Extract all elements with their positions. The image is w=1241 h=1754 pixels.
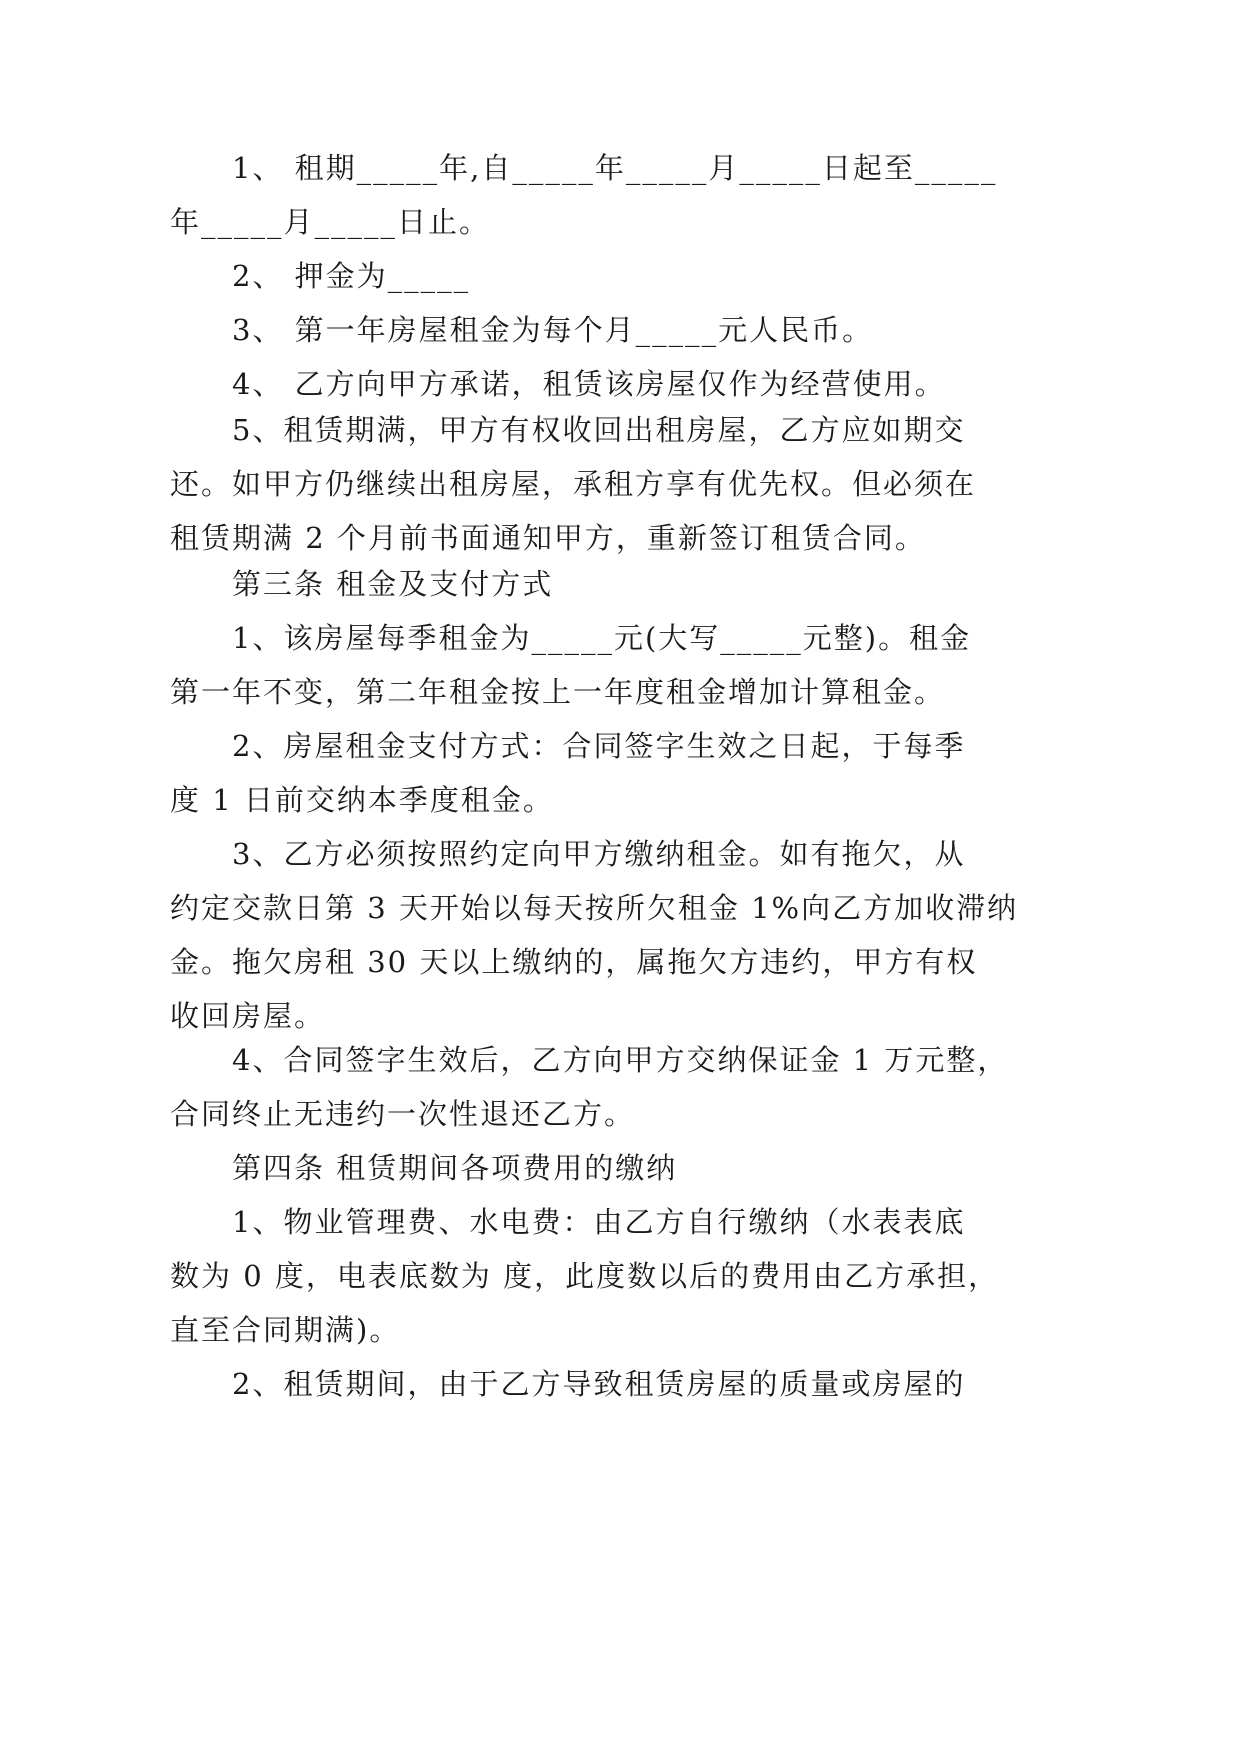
clause-late-fee-line-1: 3、乙方必须按照约定向甲方缴纳租金。如有拖欠，从	[232, 837, 966, 871]
clause-lease-expiry-line-1: 5、租赁期满，甲方有权收回出租房屋，乙方应如期交	[232, 413, 966, 447]
clause-lease-term-line-2: 年_____月_____日止。	[170, 205, 491, 239]
article-four-heading: 第四条 租赁期间各项费用的缴纳	[232, 1151, 678, 1185]
clause-security-deposit-line-1: 4、合同签字生效后，乙方向甲方交纳保证金 1 万元整，	[232, 1043, 1009, 1077]
clause-utilities-line-1: 1、物业管理费、水电费：由乙方自行缴纳（水表表底	[232, 1205, 966, 1239]
clause-utilities-line-2: 数为 0 度，电表底数为 度，此度数以后的费用由乙方承担，	[170, 1259, 1000, 1293]
clause-payment-method-line-1: 2、房屋租金支付方式：合同签字生效之日起，于每季	[232, 729, 966, 763]
clause-lease-expiry-line-2: 还。如甲方仍继续出租房屋，承租方享有优先权。但必须在	[170, 467, 977, 501]
clause-quarterly-rent-line-2: 第一年不变，第二年租金按上一年度租金增加计算租金。	[170, 675, 946, 709]
article-three-heading: 第三条 租金及支付方式	[232, 567, 554, 601]
clause-damage-line-1: 2、租赁期间，由于乙方导致租赁房屋的质量或房屋的	[232, 1367, 966, 1401]
clause-late-fee-line-4: 收回房屋。	[170, 999, 326, 1033]
clause-utilities-line-3: 直至合同期满)。	[170, 1313, 401, 1347]
clause-quarterly-rent-line-1: 1、该房屋每季租金为_____元(大写_____元整)。租金	[232, 621, 972, 655]
clause-lease-term-line-1: 1、 租期_____年,自_____年_____月_____日起至_____	[232, 151, 998, 185]
clause-late-fee-line-2: 约定交款日第 3 天开始以每天按所欠租金 1%向乙方加收滞纳	[170, 891, 1019, 925]
clause-usage-promise-line: 4、 乙方向甲方承诺，租赁该房屋仅作为经营使用。	[232, 367, 946, 401]
clause-first-year-rent-line: 3、 第一年房屋租金为每个月_____元人民币。	[232, 313, 874, 347]
clause-security-deposit-line-2: 合同终止无违约一次性退还乙方。	[170, 1097, 636, 1131]
clause-lease-expiry-line-3: 租赁期满 2 个月前书面通知甲方，重新签订租赁合同。	[170, 521, 926, 555]
clause-deposit-line: 2、 押金为_____	[232, 259, 471, 293]
clause-late-fee-line-3: 金。拖欠房租 30 天以上缴纳的，属拖欠方违约，甲方有权	[170, 945, 978, 979]
clause-payment-method-line-2: 度 1 日前交纳本季度租金。	[170, 783, 554, 817]
